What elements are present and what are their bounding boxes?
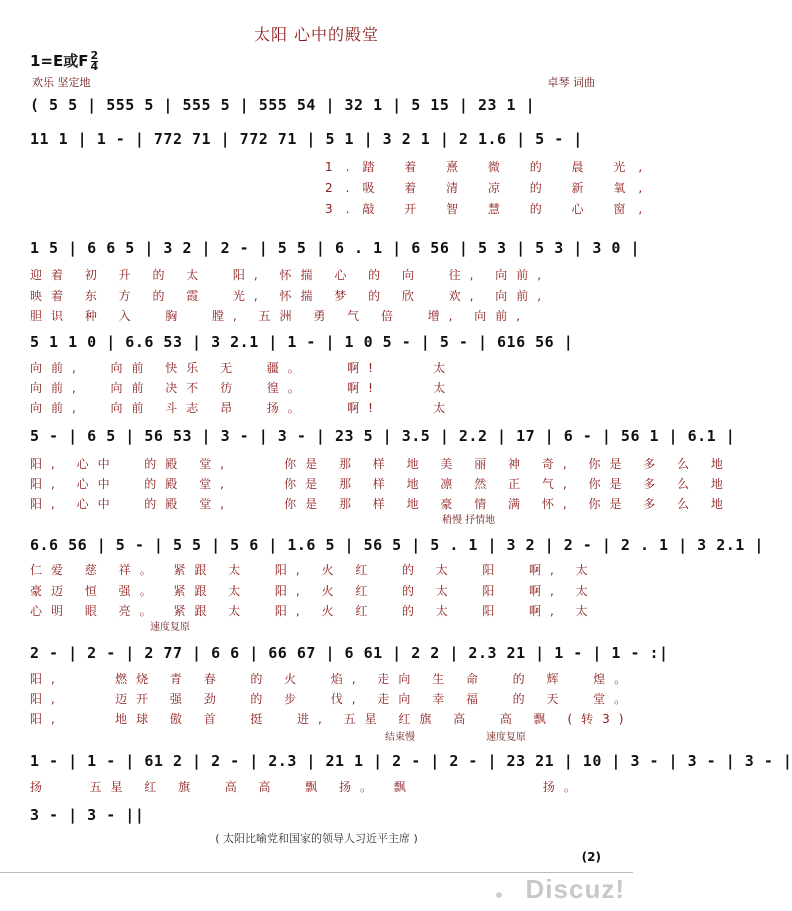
- lyric-line: 扬 五星 红 旗 高 高 飘 扬。 飘 扬。: [30, 780, 585, 794]
- lyric-line: 心明 眼 亮。 紧跟 太 阳, 火 红 的 太 阳 啊, 太: [30, 604, 597, 618]
- time-signature: [91, 51, 99, 72]
- watermark-dot-icon: [495, 891, 503, 899]
- lyric-line: 3.敲 开 智 慧 的 心 窗,: [325, 202, 656, 216]
- key-signature: [30, 50, 98, 72]
- footnote: ( 太阳比喻党和国家的领导人习近平主席 ): [215, 832, 418, 845]
- tempo-marking: 欢乐 坚定地: [32, 76, 91, 89]
- lyric-line: 阳, 迈开 强 劲 的 步 伐, 走向 幸 福 的 天 堂。: [30, 692, 636, 706]
- lyric-line: 仁爱 慈 祥。 紧跟 太 阳, 火 红 的 太 阳 啊, 太: [30, 563, 597, 577]
- lyric-line: 阳, 心中 的殿 堂, 你是 那 样 地 豪 情 满 怀, 你是 多 么 地: [30, 497, 732, 511]
- music-line-7: 2 - | 2 - | 2 77 | 6 6 | 66 67 | 6 61 | 2 2 | 2.3 21 | 1 - | 1 - :|: [30, 644, 669, 662]
- expression-marking: 速度复原: [150, 622, 190, 633]
- music-line-6: 6.6 56 | 5 - | 5 5 | 5 6 | 1.6 5 | 56 5 | 5 . 1 | 3 2 | 2 - | 2 . 1 | 3 2.1 |: [30, 536, 764, 554]
- footer-divider: [0, 872, 633, 873]
- expression-marking: 稍慢 抒情地: [442, 515, 496, 526]
- music-line-2: 11 1 | 1 - | 772 71 | 772 71 | 5 1 | 3 2 1 | 2 1.6 | 5 - |: [30, 130, 583, 148]
- lyric-line: 向前, 向前 快乐 无 疆。 啊! 太: [30, 361, 455, 375]
- music-line-1: ( 5 5 | 555 5 | 555 5 | 555 54 | 32 1 | 5 15 | 23 1 |: [30, 96, 536, 114]
- lyric-line: 阳, 地球 傲 首 挺 进, 五星 红旗 高 高 飘 (转3): [30, 712, 633, 726]
- lyric-line: 迎着 初 升 的 太 阳, 怀揣 心 的 向 往, 向前,: [30, 268, 551, 282]
- song-title: 太阳 心中的殿堂: [253, 25, 380, 44]
- music-line-9: 3 - | 3 - ||: [30, 806, 145, 824]
- lyric-line: 向前, 向前 决不 彷 徨。 啊! 太: [30, 381, 455, 395]
- lyric-line: 胆识 种 入 胸 膛, 五洲 勇 气 倍 增, 向前,: [30, 309, 530, 323]
- music-line-4: 5 1 1 0 | 6.6 53 | 3 2.1 | 1 - | 1 0 5 - | 5 - | 616 56 |: [30, 333, 574, 351]
- lyric-line: 阳, 心中 的殿 堂, 你是 那 样 地 美 丽 神 奇, 你是 多 么 地: [30, 457, 732, 471]
- lyric-line: 向前, 向前 斗志 昂 扬。 啊! 太: [30, 401, 455, 415]
- author-credit: 卓琴 词曲: [547, 76, 595, 89]
- lyric-line: 豪迈 恒 强。 紧跟 太 阳, 火 红 的 太 阳 啊, 太: [30, 584, 597, 598]
- time-denominator: 4: [90, 60, 99, 73]
- music-line-3: 1 5 | 6 6 5 | 3 2 | 2 - | 5 5 | 6 . 1 | 6 56 | 5 3 | 5 3 | 3 0 |: [30, 239, 640, 257]
- lyric-line: 阳, 心中 的殿 堂, 你是 那 样 地 凛 然 正 气, 你是 多 么 地: [30, 477, 732, 491]
- lyric-line: 映着 东 方 的 霞 光, 怀揣 梦 的 欣 欢, 向前,: [30, 289, 551, 303]
- music-line-8: 1 - | 1 - | 61 2 | 2 - | 2.3 | 21 1 | 2 - | 2 - | 23 21 | 10 | 3 - | 3 - | 3 - |: [30, 752, 792, 770]
- music-line-5: 5 - | 6 5 | 56 53 | 3 - | 3 - | 23 5 | 3.5 | 2.2 | 17 | 6 - | 56 1 | 6.1 |: [30, 427, 736, 445]
- expression-marking: 结束慢: [385, 732, 415, 743]
- page-number: (2): [581, 850, 601, 864]
- forum-watermark: Discuz!: [525, 874, 625, 904]
- lyric-line: 阳, 燃烧 青 春 的 火 焰, 走向 生 命 的 辉 煌。: [30, 672, 636, 686]
- lyric-line: 1.踏 着 熹 微 的 晨 光,: [325, 160, 656, 174]
- key-prefix: 1=E或F: [30, 52, 89, 70]
- expression-marking: 速度复原: [486, 732, 526, 743]
- lyric-line: 2.吸 着 清 凉 的 新 氧,: [325, 181, 656, 195]
- time-numerator: 2: [90, 49, 99, 62]
